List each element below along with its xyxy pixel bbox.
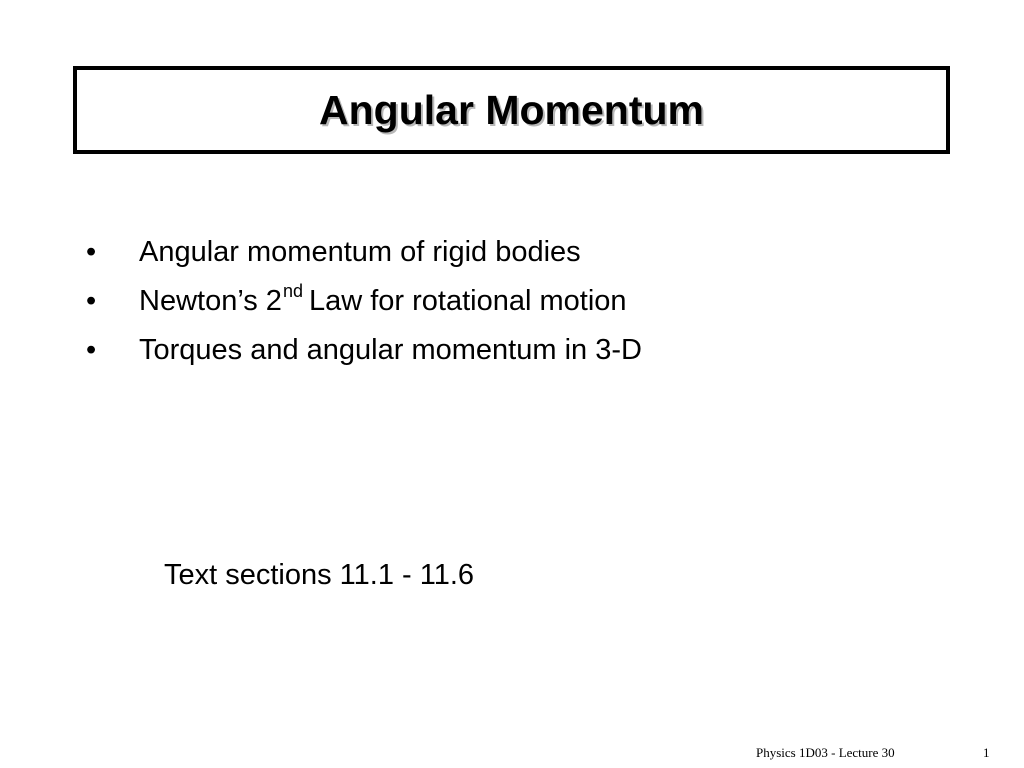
text-sections-note: Text sections 11.1 - 11.6 [164,559,475,591]
bullet-text: Angular momentum of rigid bodies [139,236,581,268]
footer-course-label: Physics 1D03 - Lecture 30 [756,745,895,760]
bullet-text [139,277,627,326]
footer-page-number: 1 [983,745,990,760]
bullet-item [86,228,642,277]
bullet-item [86,326,642,375]
bullet-list [86,228,642,375]
bullet-item [86,277,642,326]
title-box [73,66,950,154]
bullet-icon: • [86,236,97,268]
bullet-icon: • [86,285,97,317]
bullet-text-part: Law for rotational motion [308,285,627,317]
superscript: nd [282,281,303,302]
bullet-icon: • [86,334,97,366]
bullet-text-part: Newton’s 2 [139,285,282,317]
slide-title: Angular Momentum [319,86,704,133]
bullet-text: Torques and angular momentum in 3-D [139,334,642,366]
